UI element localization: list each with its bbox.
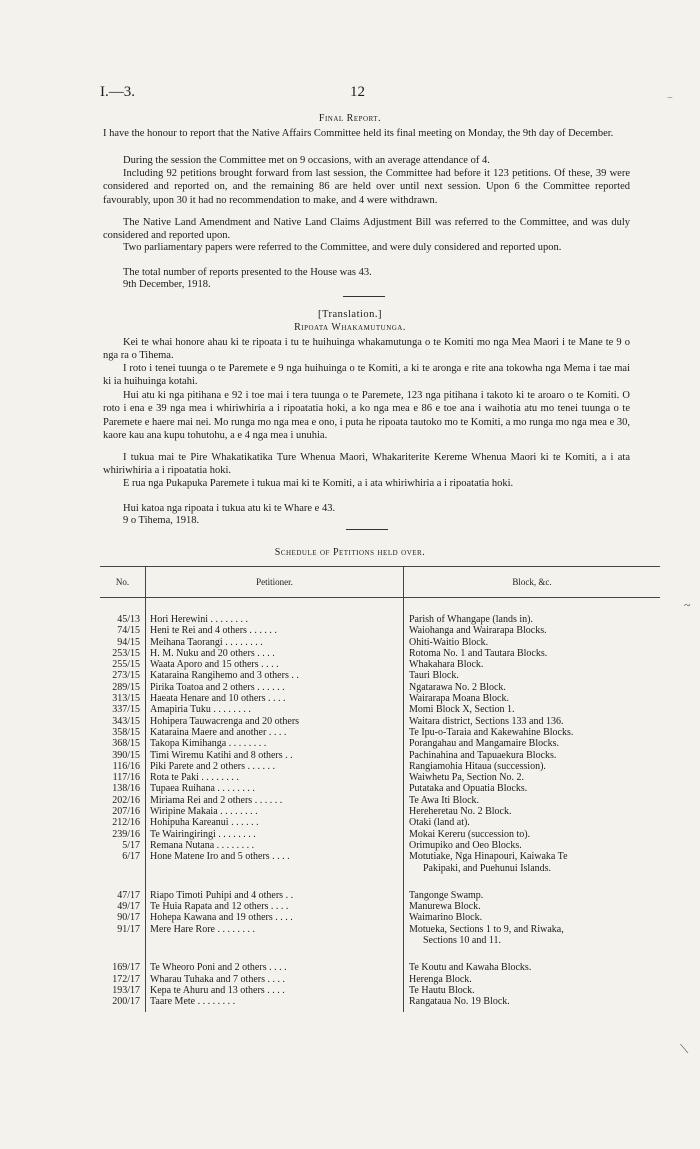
column-header-petitioner: Petitioner. [146,567,404,598]
table-row [100,783,660,794]
petitioner-name: Meihana Taorangi . . . . . . . . [146,637,404,648]
table-row [100,727,660,738]
petitioner-name: Hone Matene Iro and 5 others . . . . [146,851,404,874]
block-description [404,985,661,996]
petition-number: 6/17 [122,851,140,863]
table-end-spacer [100,1008,660,1012]
petitioner-name: Kataraina Maere and another . . . . [146,727,404,738]
block-description [404,890,661,901]
petitioner-name: Takopa Kimihanga . . . . . . . . [146,738,404,749]
petitioner-name: Timi Wiremu Katihi and 8 others . . [146,750,404,761]
petition-number: 94/15 [117,636,140,648]
petition-number: 253/15 [112,647,140,659]
block-line: Orimupiko and Oeo Blocks. [409,839,522,851]
petitioner-name: Tupaea Ruihana . . . . . . . . [146,783,404,794]
petition-number: 358/15 [112,726,140,738]
petitioner-name: Taare Mete . . . . . . . . [146,996,404,1007]
block-line: Ngatarawa No. 2 Block. [409,681,506,693]
table-group-spacer [100,874,660,890]
petition-number: 343/15 [112,715,140,727]
schedule-title: Schedule of Petitions held over. [274,547,426,558]
block-description [404,901,661,912]
translation-date: 9 o Tihema, 1918. [123,515,200,526]
petition-number: 212/16 [112,817,140,829]
column-header-block: Block, &c. [404,567,661,598]
block-line: Waiwhetu Pa, Section No. 2. [409,772,525,784]
table-row [100,840,660,851]
block-line: Ohiti-Waitio Block. [409,636,489,648]
petitioner-name: Te Wairingiringi . . . . . . . . [146,829,404,840]
petitioner-name: Hohipera Tauwacrenga and 20 others [146,716,404,727]
table-row [100,738,660,749]
report-paragraph: The Native Land Amendment and Native Land Claims Adjustment Bill was referred to the Committee, and was duly considered and reported upon. [103,217,630,242]
translation-paragraph: Kei te whai honore ahau ki te ripoata i tu te huihuinga whakamutunga o te Komiti mo nga Mea Maori i te Mane te 9 o nga ra o Tihema. [103,337,630,362]
petition-number: 116/16 [112,760,140,772]
petitioner-name: Heni te Rei and 4 others . . . . . . [146,625,404,636]
petitioner-name: Te Huia Rapata and 12 others . . . . [146,901,404,912]
block-description [404,772,661,783]
block-description [404,648,661,659]
petition-number: 138/16 [112,783,140,795]
block-line: Porangahau and Mangamaire Blocks. [409,738,559,750]
section-divider [346,529,388,530]
block-line: Waitara district, Sections 133 and 136. [409,715,564,727]
translation-paragraph: Hui atu ki nga pitihana e 92 i toe mai i tera tuunga o te Paremete, 123 nga pitihana i takoto ki te aroaro o te Komiti. O roto i ena e 39 nga mea i whiriwhiria a i ripoatatia hoki, a ko nga mea e 86 e toe ana i waihotia atu mo tenei tuunga o te Paremete e haere mai nei. Mo runga mo nga mea e ono, i puta he ripoata tautoko mo te Komiti, a mo runga mo nga mea e 30, kaore kau ana kupu tohutohu, a e 4 nga mea i unuhia. [103,390,630,441]
table-row [100,772,660,783]
block-line: Wairarapa Moana Block. [409,693,509,705]
petition-number: 273/15 [112,670,140,682]
petition-number: 202/16 [112,794,140,806]
block-description [404,817,661,828]
petitioner-name: Remana Nutana . . . . . . . . [146,840,404,851]
block-description [404,829,661,840]
block-line: Whakahara Block. [409,659,484,671]
petition-number: 207/16 [112,806,140,818]
table-row [100,924,660,947]
petitions-table-body [100,614,660,1012]
block-line: Otaki (land at). [409,817,470,829]
block-description [404,716,661,727]
block-description [404,761,661,772]
block-description [404,783,661,794]
report-paragraph: Two parliamentary papers were referred to the Committee, and were duly considered and reported upon. [123,242,562,253]
petition-number: 313/15 [112,693,140,705]
translation-label: [Translation.] [317,309,383,320]
petition-number: 239/16 [112,828,140,840]
report-paragraph: During the session the Committee met on 9 occasions, with an average attendance of 4. [123,155,490,166]
table-row [100,985,660,996]
table-row [100,974,660,985]
block-line: Rangataua No. 19 Block. [409,996,510,1008]
petitioner-name: Rota te Paki . . . . . . . . [146,772,404,783]
petitioner-name: Waata Aporo and 15 others . . . . [146,659,404,670]
block-line: Motutiake, Nga Hinapouri, Kaiwaka Te [409,851,568,863]
petition-number: 90/17 [117,912,140,924]
block-line: Te Ipu-o-Taraia and Kakewahine Blocks. [409,726,574,738]
block-line: Motueka, Sections 1 to 9, and Riwaka, [409,923,564,935]
petitioner-name: Riapo Timoti Puhipi and 4 others . . [146,890,404,901]
petition-number: 193/17 [112,984,140,996]
translation-title: Ripoata Whakamutunga. [294,322,406,333]
block-description [404,738,661,749]
block-description [404,682,661,693]
block-line: Manurewa Block. [409,901,481,913]
petitioner-name: Amapiria Tuku . . . . . . . . [146,704,404,715]
table-row [100,659,660,670]
paper-reference: I.—3. [100,84,135,100]
translation-paragraph: I roto i tenei tuunga o te Paremete e 9 nga huihuinga o te Komiti, a ki te aronga e rite ana tokowha nga Mema i tae mai ki ia huihuinga kotahi. [103,363,630,388]
block-line: Rotoma No. 1 and Tautara Blocks. [409,647,548,659]
block-line: Mokai Kereru (succession to). [409,828,531,840]
scan-mark: ‾ [668,96,672,110]
column-header-no: No. [100,567,146,598]
block-description [404,614,661,625]
block-line: Waimarino Block. [409,912,483,924]
table-row [100,996,660,1007]
page-number: 12 [350,84,365,100]
table-row [100,829,660,840]
petitioner-name: Hohipuha Kareanui . . . . . . [146,817,404,828]
table-row [100,851,660,874]
block-line: Rangiamohia Hitaua (succession). [409,760,546,772]
petition-number: 169/17 [112,962,140,974]
table-group-spacer [100,946,660,962]
block-description [404,693,661,704]
petition-number: 289/15 [112,681,140,693]
block-description [404,974,661,985]
table-row [100,693,660,704]
table-row [100,625,660,636]
block-line: Momi Block X, Section 1. [409,704,515,716]
block-description [404,750,661,761]
petitioner-name: Piki Parete and 2 others . . . . . . [146,761,404,772]
block-line: Tauri Block. [409,670,459,682]
block-description [404,851,661,874]
block-description [404,924,661,947]
petition-number: 255/15 [112,659,140,671]
block-line: Waiohanga and Wairarapa Blocks. [409,625,547,637]
report-paragraph: Including 92 petitions brought forward from last session, the Committee had before it 123 petitions. Of these, 39 were considered and reported on, and the remaining 86 are held over until next session. Upon 6 the Committee reported favourably, upon 30 it had no recommendation to make, and 4 were withdrawn. [103,168,630,206]
petitioner-name: Hori Herewini . . . . . . . . [146,614,404,625]
scan-mark: ~ [684,598,691,612]
block-description [404,637,661,648]
petitioner-name: Wharau Tuhaka and 7 others . . . . [146,974,404,985]
table-row [100,614,660,625]
petition-number: 91/17 [117,923,140,935]
petition-number: 200/17 [112,996,140,1008]
table-row [100,962,660,973]
table-row [100,716,660,727]
table-row [100,750,660,761]
petition-number: 49/17 [117,901,140,913]
table-row [100,912,660,923]
block-description [404,840,661,851]
table-row [100,670,660,681]
petitioner-name: Kataraina Rangihemo and 3 others . . [146,670,404,681]
block-line: Herenga Block. [409,973,472,985]
petitioner-name: Haeata Henare and 10 others . . . . [146,693,404,704]
block-line: Hereheretau No. 2 Block. [409,806,512,818]
report-paragraph: The total number of reports presented to the House was 43. [123,267,372,278]
petitioner-name: Te Wheoro Poni and 2 others . . . . [146,962,404,973]
petitioner-name: H. M. Nuku and 20 others . . . . [146,648,404,659]
table-row [100,704,660,715]
table-header-row [100,567,660,598]
petition-number: 5/17 [122,839,140,851]
block-description [404,659,661,670]
scan-mark: ⟍ [680,1042,689,1056]
block-description [404,625,661,636]
table-row [100,761,660,772]
petition-number: 337/15 [112,704,140,716]
section-divider [343,296,385,297]
block-description [404,727,661,738]
petition-number: 74/15 [117,625,140,637]
petitioner-name: Miriama Rei and 2 others . . . . . . [146,795,404,806]
translation-paragraph: E rua nga Pukapuka Paremete i tukua mai ki te Komiti, a i ata whiriwhiria a i ripoatatia hoki. [123,478,514,489]
petition-number: 390/15 [112,749,140,761]
petition-number: 45/13 [117,614,140,625]
block-line-continued: Sections 10 and 11. [423,935,501,947]
block-line: Putataka and Opuatia Blocks. [409,783,528,795]
block-line: Tangonge Swamp. [409,889,484,901]
petition-number: 172/17 [112,973,140,985]
table-row [100,648,660,659]
block-line-continued: Pakipaki, and Puehunui Islands. [423,862,552,874]
block-line: Pachinahina and Tapuaekura Blocks. [409,749,557,761]
table-row [100,806,660,817]
petition-number: 368/15 [112,738,140,750]
petitioner-name: Wiripine Makaia . . . . . . . . [146,806,404,817]
block-description [404,806,661,817]
petitioner-name: Kepa te Ahuru and 13 others . . . . [146,985,404,996]
block-description [404,996,661,1007]
translation-paragraph: Hui katoa nga ripoata i tukua atu ki te Whare e 43. [123,503,336,514]
block-line: Parish of Whangape (lands in). [409,614,533,625]
block-line: Te Awa Iti Block. [409,794,480,806]
block-description [404,795,661,806]
table-row [100,901,660,912]
block-line: Te Hautu Block. [409,984,475,996]
petitioner-name: Hohepa Kawana and 19 others . . . . [146,912,404,923]
block-description [404,704,661,715]
table-row [100,795,660,806]
block-description [404,670,661,681]
table-row [100,682,660,693]
petition-number: 47/17 [117,889,140,901]
petition-number: 117/16 [112,772,140,784]
table-row [100,637,660,648]
block-line: Te Koutu and Kawaha Blocks. [409,962,532,974]
translation-paragraph: I tukua mai te Pire Whakatikatika Ture Whenua Maori, Whakariterite Kereme Whenua Maori ki te Komiti, a i ata whiriwhiria a i ripoatatia hoki. [103,452,630,477]
report-title: Final Report. [318,113,382,124]
table-row [100,817,660,828]
petitions-table [100,566,660,1012]
report-date: 9th December, 1918. [123,279,211,290]
block-description [404,962,661,973]
petitioner-name: Mere Hare Rore . . . . . . . . [146,924,404,947]
block-description [404,912,661,923]
petitioner-name: Pirika Toatoa and 2 others . . . . . . [146,682,404,693]
table-row [100,890,660,901]
report-paragraph: I have the honour to report that the Native Affairs Committee held its final meeting on Monday, the 9th day of December. [103,128,614,139]
page-header [100,84,660,104]
